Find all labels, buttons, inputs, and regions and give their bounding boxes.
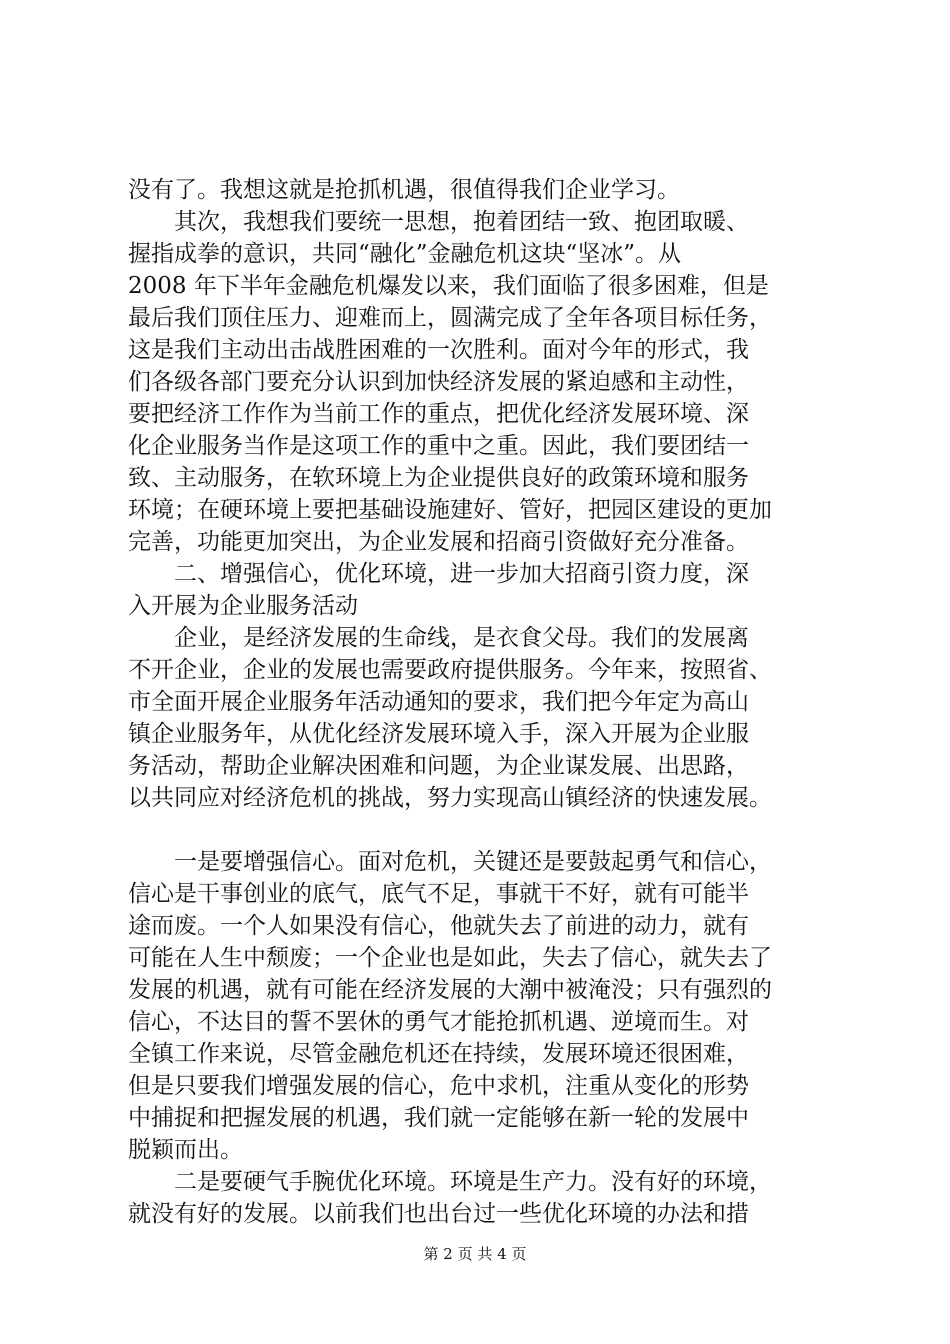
- text-line: 就没有好的发展。以前我们也出台过一些优化环境的办法和措: [128, 1201, 749, 1227]
- text-line: 握指成拳的意识，共同“融化”金融危机这块“坚冰”。从: [128, 241, 682, 267]
- text-line: 最后我们顶住压力、迎难而上，圆满完成了全年各项目标任务，: [128, 305, 772, 331]
- text-line: 入开展为企业服务活动: [128, 593, 358, 619]
- text-line: 脱颖而出。: [128, 1137, 243, 1163]
- text-line: 但是只要我们增强发展的信心，危中求机，注重从变化的形势: [128, 1073, 749, 1099]
- text-line: 没有了。我想这就是抢抓机遇，很值得我们企业学习。: [128, 177, 680, 203]
- text-line: 这是我们主动出击战胜困难的一次胜利。面对今年的形式，我: [128, 337, 749, 363]
- text-line: 全镇工作来说，尽管金融危机还在持续，发展环境还很困难，: [128, 1041, 749, 1067]
- text-line: 们各级各部门要充分认识到加快经济发展的紧迫感和主动性，: [128, 369, 749, 395]
- text-line: 要把经济工作作为当前工作的重点，把优化经济发展环境、深: [128, 401, 749, 427]
- text-section-1: [128, 174, 828, 814]
- text-line: 化企业服务当作是这项工作的重中之重。因此，我们要团结一: [128, 433, 749, 459]
- page-footer: 第 2 页 共 4 页: [423, 1245, 527, 1263]
- text-line: 途而废。一个人如果没有信心，他就失去了前进的动力，就有: [128, 913, 749, 939]
- text-line: 中捕捉和把握发展的机遇，我们就一定能够在新一轮的发展中: [128, 1105, 749, 1131]
- text-line: 信心，不达目的誓不罢休的勇气才能抢抓机遇、逆境而生。对: [128, 1009, 749, 1035]
- text-line: 务活动，帮助企业解决困难和问题，为企业谋发展、出思路，: [128, 753, 749, 779]
- text-line: 企业，是经济发展的生命线，是衣食父母。我们的发展离: [128, 625, 749, 651]
- text-line: 致、主动服务，在软环境上为企业提供良好的政策环境和服务: [128, 465, 749, 491]
- text-line: 完善，功能更加突出，为企业发展和招商引资做好充分准备。: [128, 529, 749, 555]
- text-section-2: [128, 846, 828, 1230]
- body-text: [128, 174, 828, 1230]
- text-line: 二、增强信心，优化环境，进一步加大招商引资力度，深: [128, 561, 749, 587]
- text-line: 环境；在硬环境上要把基础设施建好、管好，把园区建设的更加: [128, 497, 772, 523]
- text-line: 镇企业服务年，从优化经济发展环境入手，深入开展为企业服: [128, 721, 749, 747]
- text-line: 一是要增强信心。面对危机，关键还是要鼓起勇气和信心，: [128, 849, 772, 875]
- text-line: 2008 年下半年金融危机爆发以来，我们面临了很多困难，但是: [128, 273, 769, 299]
- text-line: 二是要硬气手腕优化环境。环境是生产力。没有好的环境，: [128, 1169, 772, 1195]
- text-line: 以共同应对经济危机的挑战，努力实现高山镇经济的快速发展。: [128, 785, 772, 811]
- blank-line: [128, 814, 828, 846]
- text-line: 可能在人生中颓废；一个企业也是如此，失去了信心，就失去了: [128, 945, 772, 971]
- text-line: 发展的机遇，就有可能在经济发展的大潮中被淹没；只有强烈的: [128, 977, 772, 1003]
- text-line: 信心是干事创业的底气，底气不足，事就干不好，就有可能半: [128, 881, 749, 907]
- text-line: 其次，我想我们要统一思想，抱着团结一致、抱团取暖、: [128, 209, 749, 235]
- text-line: 市全面开展企业服务年活动通知的要求，我们把今年定为高山: [128, 689, 749, 715]
- text-line: 不开企业，企业的发展也需要政府提供服务。今年来，按照省、: [128, 657, 772, 683]
